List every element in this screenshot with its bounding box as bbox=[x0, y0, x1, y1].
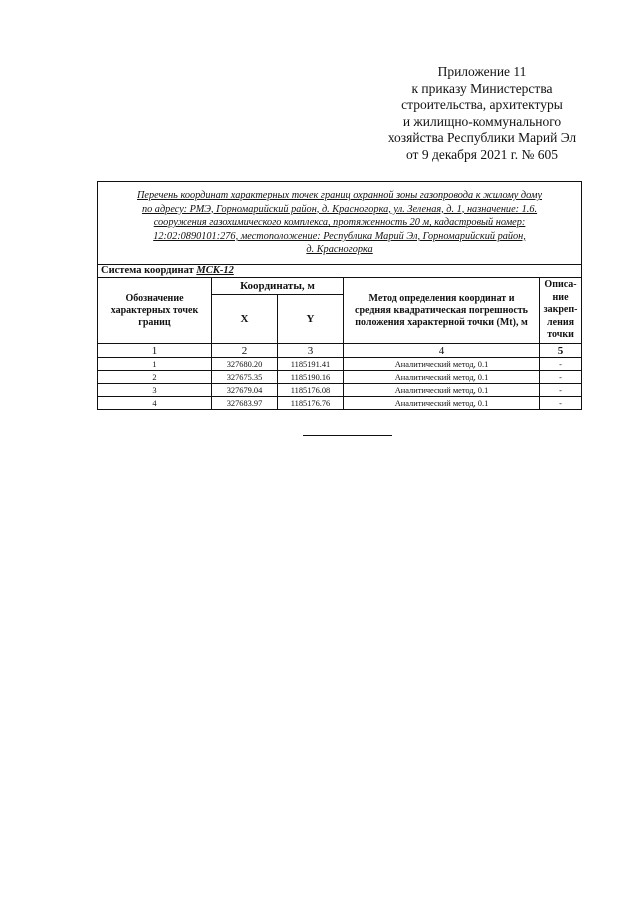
appendix-line: строительства, архитектуры bbox=[401, 97, 563, 113]
header-coords: Координаты, м bbox=[212, 278, 344, 295]
column-numbers-row bbox=[98, 344, 582, 358]
cell-desc: - bbox=[540, 397, 582, 410]
table-title-line: 12:02:0890101:276, местоположение: Республика Марий Эл, Горномарийский район, bbox=[153, 230, 526, 242]
appendix-line: Приложение 11 bbox=[437, 64, 527, 79]
cell-method: Аналитический метод, 0.1 bbox=[344, 384, 540, 397]
column-number: 5 bbox=[540, 344, 582, 358]
header-y: Y bbox=[278, 295, 344, 344]
cell-y: 1185190.16 bbox=[278, 371, 344, 384]
table-row bbox=[98, 384, 582, 397]
cell-x: 327675.35 bbox=[212, 371, 278, 384]
coordinates-table bbox=[97, 181, 582, 410]
appendix-line: от 9 декабря 2021 г. № 605 bbox=[405, 146, 559, 162]
cell-y: 1185176.76 bbox=[278, 397, 344, 410]
appendix-line: к приказу Министерства bbox=[411, 80, 553, 96]
end-divider-line bbox=[303, 435, 392, 436]
cell-method: Аналитический метод, 0.1 bbox=[344, 371, 540, 384]
header-desc-line: Описа- bbox=[544, 279, 577, 291]
cell-point: 1 bbox=[98, 358, 212, 371]
header-desc-line: точки bbox=[547, 329, 574, 341]
table-row bbox=[98, 397, 582, 410]
header-point: Обозначение характерных точек границ bbox=[98, 278, 212, 344]
table-title-line: сооружения газохимического комплекса, протяженность 20 м, кадастровый номер: bbox=[153, 217, 526, 229]
table-title bbox=[98, 182, 582, 265]
cell-method: Аналитический метод, 0.1 bbox=[344, 358, 540, 371]
coordinate-system bbox=[98, 265, 582, 278]
cell-desc: - bbox=[540, 358, 582, 371]
column-number: 2 bbox=[212, 344, 278, 358]
cell-desc: - bbox=[540, 371, 582, 384]
table-title-line: Перечень координат характерных точек границ охранной зоны газопровода к жилому дому bbox=[137, 190, 543, 202]
appendix-line: хозяйства Республики Марий Эл bbox=[387, 130, 577, 146]
cell-point: 4 bbox=[98, 397, 212, 410]
coordinate-system-label: Система координат bbox=[101, 265, 194, 276]
cell-desc: - bbox=[540, 384, 582, 397]
cell-point: 3 bbox=[98, 384, 212, 397]
cell-x: 327679.04 bbox=[212, 384, 278, 397]
coordinate-system-value: МСК-12 bbox=[196, 265, 234, 276]
cell-x: 327683.97 bbox=[212, 397, 278, 410]
column-number: 1 bbox=[98, 344, 212, 358]
cell-y: 1185176.08 bbox=[278, 384, 344, 397]
table-row bbox=[98, 358, 582, 371]
header-desc-line: ления bbox=[547, 316, 575, 328]
table-title-line: д. Красногорка bbox=[306, 244, 373, 256]
cell-point: 2 bbox=[98, 371, 212, 384]
cell-method: Аналитический метод, 0.1 bbox=[344, 397, 540, 410]
header-desc bbox=[540, 278, 582, 344]
table-title-line: по адресу: РМЭ, Горномарийский район, д. Красногорка, ул. Зеленая, д. 1, назначение: 1.6. bbox=[141, 203, 538, 215]
appendix-header bbox=[362, 64, 602, 164]
header-desc-line: закреп- bbox=[543, 304, 578, 316]
table-row bbox=[98, 371, 582, 384]
cell-y: 1185191.41 bbox=[278, 358, 344, 371]
column-number: 3 bbox=[278, 344, 344, 358]
header-x: X bbox=[212, 295, 278, 344]
appendix-line: и жилищно-коммунального bbox=[402, 113, 562, 129]
cell-x: 327680.20 bbox=[212, 358, 278, 371]
column-number: 4 bbox=[344, 344, 540, 358]
header-method: Метод определения координат и средняя квадратическая погрешность положения характерной точки (Mt), м bbox=[344, 278, 540, 344]
header-desc-line: ние bbox=[552, 291, 569, 303]
